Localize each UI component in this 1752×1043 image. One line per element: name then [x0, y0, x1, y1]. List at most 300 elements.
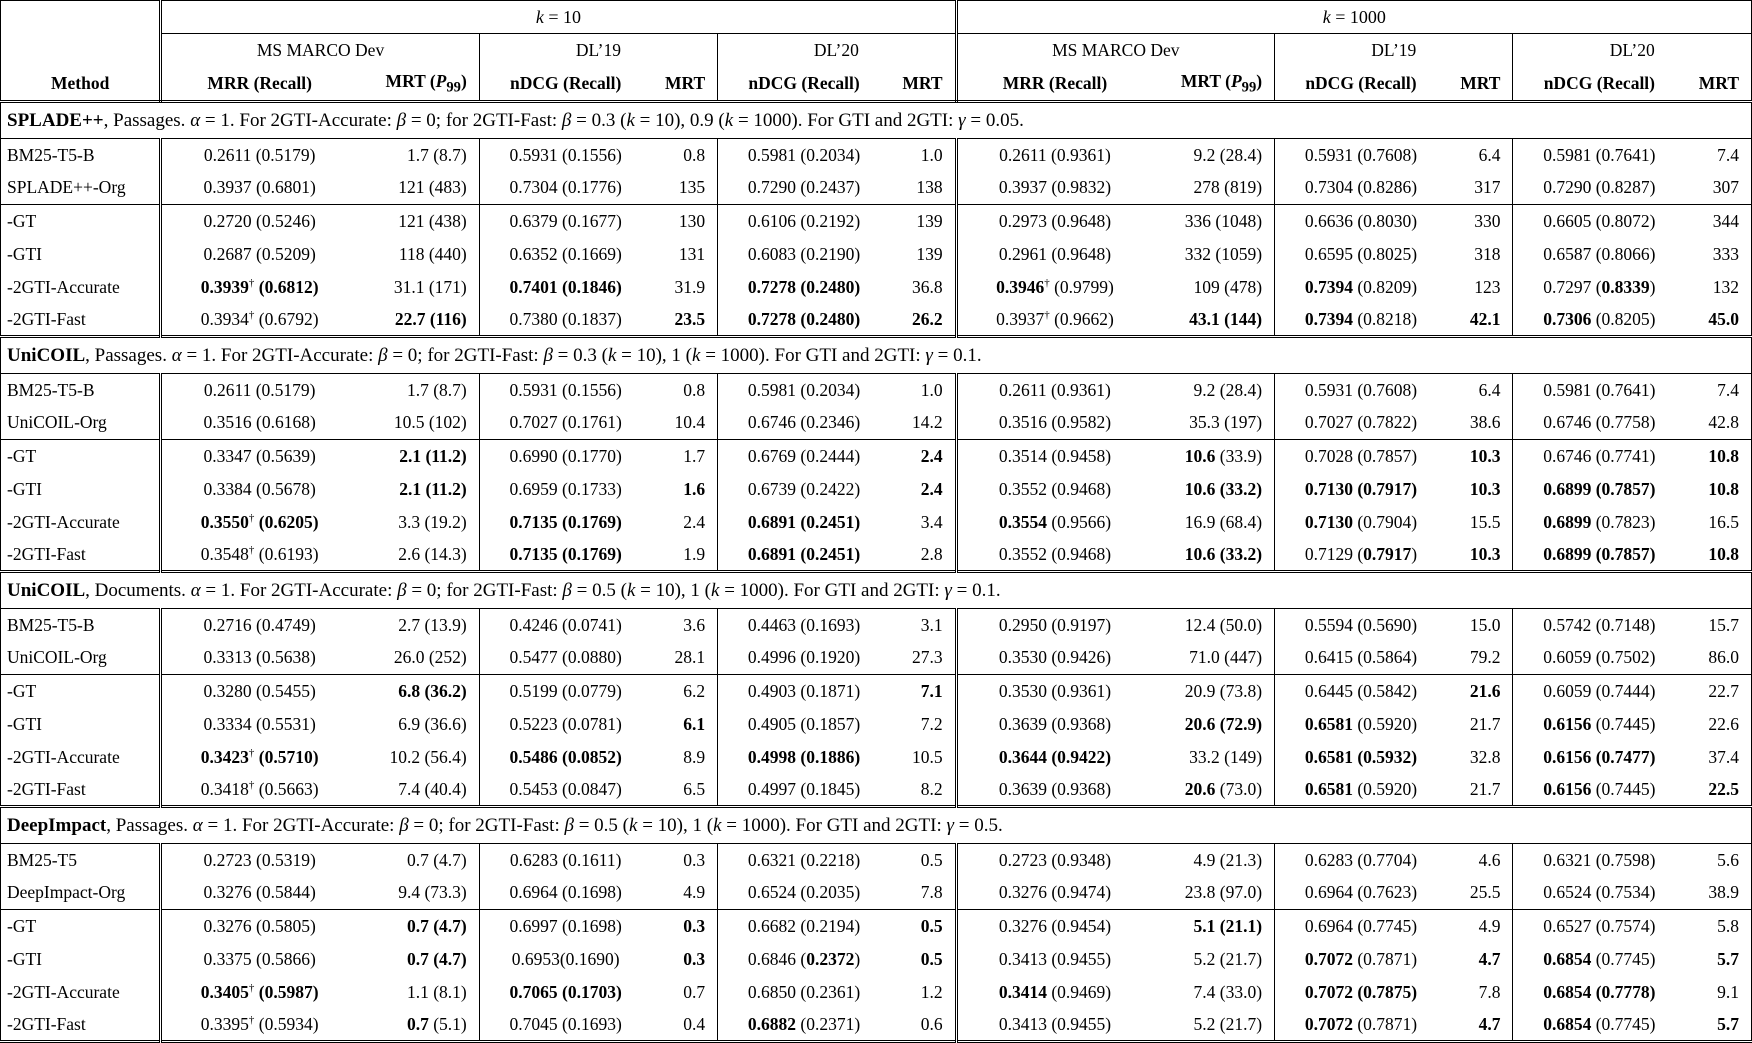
metric-cell: 10.8: [1708, 445, 1739, 466]
metric-cell: 38.6: [1447, 407, 1513, 440]
metric-cell: 37.4: [1708, 746, 1739, 767]
metric-cell: 71.0 (447): [1152, 642, 1274, 675]
metric-cell: 14.2: [890, 407, 956, 440]
metric-cell: 0.7394 (0.8209): [1304, 276, 1418, 297]
metric-cell: 344: [1712, 210, 1739, 231]
metric-cell: 0.2973 (0.9648): [998, 210, 1112, 231]
method-cell: UniCOIL-Org: [1, 407, 161, 440]
table-row: [1, 642, 1752, 675]
metric-cell: 2.6 (14.3): [357, 539, 479, 572]
metric-cell: 0.7401 (0.1846): [509, 276, 622, 297]
metric-cell: 0.3413 (0.9455): [998, 948, 1112, 969]
metric-cell: 0.3516 (0.6168): [161, 407, 357, 440]
metric-cell: 8.9: [652, 741, 718, 774]
metric-cell: 0.2611 (0.5179): [203, 144, 316, 165]
metric-cell: 0.6283 (0.1611): [509, 849, 622, 870]
method-cell: BM25-T5-B: [1, 374, 161, 407]
metric-cell: 0.4: [652, 1009, 718, 1042]
metric-cell: 33.2 (149): [1152, 741, 1274, 774]
metric-cell: 38.9: [1685, 877, 1751, 910]
metric-cell: 10.4: [652, 407, 718, 440]
metric-cell: 0.3939† (0.6812): [200, 276, 319, 297]
column-header: MRT: [890, 67, 956, 102]
metric-cell: 0.7 (4.7): [357, 844, 479, 877]
metric-cell: 23.8 (97.0): [1152, 877, 1274, 910]
metric-cell: 139: [890, 205, 956, 238]
method-cell: -2GTI-Fast: [1, 539, 161, 572]
metric-cell: 0.3: [652, 844, 718, 877]
column-header: nDCG (Recall): [1275, 67, 1447, 102]
metric-cell: 0.7135 (0.1769): [509, 543, 622, 564]
metric-cell: 0.7135 (0.1769): [509, 511, 622, 532]
metric-cell: 0.5: [890, 844, 956, 877]
table-row: [1, 205, 1752, 238]
method-cell: BM25-T5-B: [1, 139, 161, 172]
method-header-blank: [1, 1, 161, 34]
metric-cell: 138: [890, 172, 956, 205]
metric-cell: 0.6964 (0.1698): [479, 877, 651, 910]
metric-cell: 0.7 (4.7): [357, 943, 479, 976]
metric-cell: 2.4: [652, 506, 718, 539]
table-row: [1, 440, 1752, 473]
metric-cell: 0.5981 (0.2034): [747, 379, 861, 400]
metric-cell: 0.7129 (0.7917): [1304, 543, 1418, 564]
metric-cell: 20.6 (72.9): [1152, 708, 1274, 741]
metric-cell: 10.6 (33.2): [1152, 473, 1274, 506]
metric-cell: 0.6156 (0.7445): [1543, 713, 1656, 734]
metric-cell: 15.7: [1708, 614, 1739, 635]
metric-cell: 0.6850 (0.2361): [747, 981, 861, 1002]
metric-cell: 10.3: [1447, 473, 1513, 506]
column-header: MRT $(P_{99})$: [1152, 67, 1274, 102]
metric-cell: 1.1 (8.1): [357, 976, 479, 1009]
metric-cell: 0.3550† (0.6205): [200, 511, 319, 532]
table-header: [1, 1, 1752, 102]
metric-cell: 0.2950 (0.9197): [998, 614, 1112, 635]
metric-cell: 3.4: [890, 506, 956, 539]
metric-cell: 23.5: [652, 304, 718, 337]
metric-cell: 0.5931 (0.1556): [509, 379, 622, 400]
metric-cell: 278 (819): [1152, 172, 1274, 205]
metric-cell: 0.5199 (0.0779): [509, 680, 622, 701]
section-header-row: [1, 572, 1752, 609]
metric-cell: 0.7045 (0.1693): [509, 1013, 622, 1034]
metric-cell: 0.6059 (0.7502): [1513, 642, 1685, 675]
method-cell: BM25-T5-B: [1, 609, 161, 642]
metric-cell: 0.3276 (0.9474): [956, 877, 1152, 910]
metric-cell: 6.8 (36.2): [357, 675, 479, 708]
metric-cell: 9.4 (73.3): [357, 877, 479, 910]
metric-cell: 1.9: [652, 539, 718, 572]
metric-cell: 3.3 (19.2): [357, 506, 479, 539]
metric-cell: 0.3530 (0.9426): [956, 642, 1152, 675]
column-header: MRR (Recall): [956, 67, 1152, 102]
table-row: [1, 304, 1752, 337]
metric-cell: 7.1: [890, 675, 956, 708]
metric-cell: 2.1 (11.2): [357, 473, 479, 506]
metric-cell: 0.7380 (0.1837): [509, 308, 622, 329]
table-row: [1, 844, 1752, 877]
metric-cell: 0.3276 (0.5805): [203, 915, 316, 936]
metric-cell: 109 (478): [1152, 271, 1274, 304]
metric-cell: 132: [1712, 276, 1739, 297]
metric-cell: 6.4: [1447, 139, 1513, 172]
metric-cell: 0.6891 (0.2451): [747, 511, 861, 532]
metric-cell: 0.7072 (0.7871): [1304, 948, 1418, 969]
metric-cell: 22.7: [1708, 680, 1739, 701]
metric-cell: 0.3347 (0.5639): [203, 445, 316, 466]
metric-cell: 0.2723 (0.5319): [203, 849, 316, 870]
metric-cell: 4.9 (21.3): [1152, 844, 1274, 877]
metric-cell: 0.3276 (0.5844): [161, 877, 357, 910]
metric-cell: 0.2611 (0.9361): [999, 379, 1111, 400]
table-row: [1, 741, 1752, 774]
metric-cell: 7.4: [1717, 144, 1739, 165]
metric-cell: 20.6 (73.0): [1152, 774, 1274, 807]
metric-cell: 0.7297 (0.8339): [1543, 276, 1656, 297]
metric-cell: 0.3639 (0.9368): [998, 713, 1112, 734]
table-row: [1, 675, 1752, 708]
metric-cell: 10.8: [1708, 478, 1739, 499]
metric-cell: 0.7130 (0.7904): [1304, 511, 1418, 532]
table-row: [1, 708, 1752, 741]
metric-cell: 0.3418† (0.5663): [200, 778, 319, 799]
metric-cell: 5.2 (21.7): [1152, 943, 1274, 976]
column-header: MRT: [652, 67, 718, 102]
metric-cell: 0.3548† (0.6193): [200, 543, 319, 564]
metric-cell: 0.6854 (0.7778): [1543, 981, 1656, 1002]
method-cell: -2GTI-Fast: [1, 774, 161, 807]
metric-cell: 2.4: [890, 473, 956, 506]
metric-cell: 43.1 (144): [1152, 304, 1274, 337]
metric-cell: 118 (440): [357, 238, 479, 271]
method-cell: -GTI: [1, 708, 161, 741]
metric-cell: 7.4: [1717, 379, 1739, 400]
metric-cell: 20.9 (73.8): [1152, 675, 1274, 708]
metric-cell: 0.5742 (0.7148): [1543, 614, 1656, 635]
metric-cell: 0.7290 (0.2437): [718, 172, 890, 205]
metric-cell: 0.2611 (0.9361): [999, 144, 1111, 165]
metric-cell: 0.6524 (0.2035): [718, 877, 890, 910]
metric-cell: 0.7306 (0.8205): [1543, 308, 1656, 329]
metric-cell: 21.6: [1447, 675, 1513, 708]
metric-cell: 0.8: [652, 139, 718, 172]
method-cell: -GT: [1, 910, 161, 943]
metric-cell: 0.6605 (0.8072): [1543, 210, 1656, 231]
metric-cell: 2.4: [890, 440, 956, 473]
method-cell: -GTI: [1, 943, 161, 976]
metric-cell: 0.3395† (0.5934): [200, 1013, 319, 1034]
table-body: [1, 102, 1752, 1042]
metric-cell: 0.6964 (0.7623): [1275, 877, 1447, 910]
table-row: [1, 976, 1752, 1009]
column-header: MRR (Recall): [161, 67, 357, 102]
column-header: nDCG (Recall): [1513, 67, 1685, 102]
metric-cell: 0.6899 (0.7857): [1543, 478, 1656, 499]
metric-cell: 4.9: [652, 877, 718, 910]
metric-cell: 121 (483): [357, 172, 479, 205]
metric-cell: 0.3280 (0.5455): [203, 680, 316, 701]
metric-cell: 5.6: [1717, 849, 1739, 870]
metric-cell: 135: [652, 172, 718, 205]
metric-cell: 0.6524 (0.7534): [1513, 877, 1685, 910]
metric-cell: 0.4463 (0.1693): [747, 614, 861, 635]
metric-cell: 0.2723 (0.9348): [998, 849, 1112, 870]
method-cell: -2GTI-Accurate: [1, 741, 161, 774]
metric-cell: 307: [1685, 172, 1751, 205]
metric-cell: 16.5: [1708, 511, 1739, 532]
metric-cell: 42.1: [1447, 304, 1513, 337]
metric-cell: 0.6739 (0.2422): [747, 478, 861, 499]
dataset-group-label: DL’19: [479, 34, 717, 67]
metric-cell: 0.5981 (0.7641): [1543, 144, 1656, 165]
metric-cell: 121 (438): [357, 205, 479, 238]
metric-cell: 0.3: [652, 943, 718, 976]
metric-cell: 7.2: [890, 708, 956, 741]
method-cell: -GTI: [1, 473, 161, 506]
metric-cell: 5.8: [1717, 915, 1739, 936]
metric-cell: 131: [652, 238, 718, 271]
metric-cell: 0.6746 (0.7741): [1543, 445, 1656, 466]
metric-cell: 7.8: [890, 877, 956, 910]
metric-cell: 0.6445 (0.5842): [1304, 680, 1418, 701]
table-row: [1, 1009, 1752, 1042]
metric-cell: 0.6953(0.1690): [511, 948, 620, 969]
metric-cell: 0.2961 (0.9648): [998, 243, 1112, 264]
column-header-row: [1, 67, 1752, 102]
metric-cell: 4.6: [1447, 844, 1513, 877]
metric-cell: 5.7: [1717, 948, 1739, 969]
metric-cell: 0.2720 (0.5246): [203, 210, 316, 231]
method-cell: BM25-T5: [1, 844, 161, 877]
method-column-header: Method: [1, 67, 161, 102]
metric-cell: 1.0: [890, 374, 956, 407]
metric-cell: 27.3: [890, 642, 956, 675]
metric-cell: 10.6 (33.2): [1152, 539, 1274, 572]
dataset-group-label: MS MARCO Dev: [956, 34, 1275, 67]
metric-cell: 0.5477 (0.0880): [479, 642, 651, 675]
metric-cell: 0.6746 (0.7758): [1513, 407, 1685, 440]
column-header: nDCG (Recall): [718, 67, 890, 102]
metric-cell: 0.5931 (0.7608): [1304, 144, 1418, 165]
metric-cell: 6.4: [1447, 374, 1513, 407]
metric-cell: 22.5: [1708, 778, 1739, 799]
table-row: [1, 877, 1752, 910]
metric-cell: 0.6106 (0.2192): [747, 210, 861, 231]
metric-cell: 0.6882 (0.2371): [747, 1013, 861, 1034]
metric-cell: 0.3514 (0.9458): [998, 445, 1112, 466]
metric-cell: 2.7 (13.9): [357, 609, 479, 642]
metric-cell: 1.2: [890, 976, 956, 1009]
method-cell: -GT: [1, 440, 161, 473]
metric-cell: 8.2: [890, 774, 956, 807]
metric-cell: 0.3: [652, 910, 718, 943]
metric-cell: 0.7 (4.7): [357, 910, 479, 943]
metric-cell: 0.5931 (0.1556): [509, 144, 622, 165]
metric-cell: 42.8: [1685, 407, 1751, 440]
metric-cell: 0.5: [890, 943, 956, 976]
metric-cell: 0.6682 (0.2194): [747, 915, 861, 936]
metric-cell: 0.6: [890, 1009, 956, 1042]
metric-cell: 15.0: [1447, 609, 1513, 642]
metric-cell: 0.6379 (0.1677): [509, 210, 622, 231]
method-header-blank: [1, 34, 161, 67]
metric-cell: 35.3 (197): [1152, 407, 1274, 440]
metric-cell: 10.5 (102): [357, 407, 479, 440]
metric-cell: 0.6527 (0.7574): [1543, 915, 1656, 936]
metric-cell: 0.7394 (0.8218): [1304, 308, 1418, 329]
table-row: [1, 473, 1752, 506]
metric-cell: 4.9: [1447, 910, 1513, 943]
table-row: [1, 407, 1752, 440]
metric-cell: 5.2 (21.7): [1152, 1009, 1274, 1042]
metric-cell: 31.1 (171): [357, 271, 479, 304]
metric-cell: 0.6746 (0.2346): [718, 407, 890, 440]
metric-cell: 0.2716 (0.4749): [203, 614, 316, 635]
metric-cell: 0.6899 (0.7823): [1543, 511, 1656, 532]
metric-cell: 1.7 (8.7): [357, 374, 479, 407]
metric-cell: 0.3937 (0.9832): [956, 172, 1152, 205]
metric-cell: 0.4996 (0.1920): [718, 642, 890, 675]
metric-cell: 6.9 (36.6): [357, 708, 479, 741]
metric-cell: 45.0: [1708, 308, 1739, 329]
metric-cell: 0.6321 (0.7598): [1543, 849, 1656, 870]
metric-cell: 0.6581 (0.5932): [1304, 746, 1418, 767]
table-row: [1, 910, 1752, 943]
metric-cell: 0.2611 (0.5179): [203, 379, 316, 400]
table-row: [1, 238, 1752, 271]
section-title: SPLADE++, Passages. α = 1. For 2GTI-Accurate: β = 0; for 2GTI-Fast: β = 0.3 (k = 10), 0.9 (k = 1000). For GTI and 2GTI: γ = 0.05.: [1, 102, 1752, 139]
metric-cell: 9.2 (28.4): [1152, 139, 1274, 172]
table-row: [1, 539, 1752, 572]
metric-cell: 6.2: [652, 675, 718, 708]
metric-cell: 1.7: [652, 440, 718, 473]
metric-cell: 7.4 (33.0): [1152, 976, 1274, 1009]
metric-cell: 0.5931 (0.7608): [1304, 379, 1418, 400]
metric-cell: 0.3934† (0.6792): [200, 308, 319, 329]
method-cell: -2GTI-Accurate: [1, 976, 161, 1009]
metric-cell: 317: [1447, 172, 1513, 205]
table-row: [1, 506, 1752, 539]
section-title: UniCOIL, Documents. α = 1. For 2GTI-Accurate: β = 0; for 2GTI-Fast: β = 0.5 (k = 10), 1 (k = 1000). For GTI and 2GTI: γ = 0.1.: [1, 572, 1752, 609]
column-header: nDCG (Recall): [479, 67, 651, 102]
section-header-row: [1, 102, 1752, 139]
metric-cell: 0.7290 (0.8287): [1513, 172, 1685, 205]
metric-cell: 0.6899 (0.7857): [1543, 543, 1656, 564]
metric-cell: 0.6636 (0.8030): [1304, 210, 1418, 231]
table-row: [1, 139, 1752, 172]
metric-cell: 79.2: [1447, 642, 1513, 675]
metric-cell: 1.7 (8.7): [357, 139, 479, 172]
metric-cell: 0.2687 (0.5209): [203, 243, 316, 264]
metric-cell: 0.7130 (0.7917): [1304, 478, 1418, 499]
metric-cell: 0.4246 (0.0741): [509, 614, 622, 635]
metric-cell: 5.1 (21.1): [1152, 910, 1274, 943]
metric-cell: 0.6083 (0.2190): [747, 243, 861, 264]
table-row: [1, 774, 1752, 807]
metric-cell: 0.6959 (0.1733): [509, 478, 622, 499]
metric-cell: 26.2: [890, 304, 956, 337]
metric-cell: 130: [652, 205, 718, 238]
metric-cell: 0.7027 (0.1761): [479, 407, 651, 440]
metric-cell: 0.8: [652, 374, 718, 407]
metric-cell: 0.5981 (0.7641): [1543, 379, 1656, 400]
metric-cell: 330: [1447, 205, 1513, 238]
section-header-row: [1, 807, 1752, 844]
metric-cell: 0.7072 (0.7875): [1304, 981, 1418, 1002]
metric-cell: 2.1 (11.2): [357, 440, 479, 473]
metric-cell: 0.6990 (0.1770): [509, 445, 622, 466]
section-header-row: [1, 337, 1752, 374]
method-cell: SPLADE++-Org: [1, 172, 161, 205]
metric-cell: 0.7027 (0.7822): [1275, 407, 1447, 440]
metric-cell: 332 (1059): [1152, 238, 1274, 271]
col-group-k1000: k = 1000: [956, 1, 1751, 34]
metric-cell: 0.5981 (0.2034): [747, 144, 861, 165]
metric-cell: 0.4998 (0.1886): [747, 746, 861, 767]
column-header: MRT: [1447, 67, 1513, 102]
metric-cell: 0.3552 (0.9468): [998, 478, 1112, 499]
metric-cell: 6.1: [652, 708, 718, 741]
table-row: [1, 609, 1752, 642]
metric-cell: 22.7 (116): [357, 304, 479, 337]
metric-cell: 0.7304 (0.8286): [1275, 172, 1447, 205]
metric-cell: 0.3423† (0.5710): [200, 746, 319, 767]
metric-cell: 0.3334 (0.5531): [203, 713, 316, 734]
metric-cell: 0.6595 (0.8025): [1304, 243, 1418, 264]
dataset-group-label: MS MARCO Dev: [161, 34, 480, 67]
table-row: [1, 374, 1752, 407]
table-row: [1, 271, 1752, 304]
metric-cell: 0.5486 (0.0852): [509, 746, 622, 767]
metric-cell: 1.0: [890, 139, 956, 172]
metric-cell: 0.7278 (0.2480): [747, 276, 861, 297]
metric-cell: 0.6769 (0.2444): [747, 445, 861, 466]
method-cell: -GTI: [1, 238, 161, 271]
metric-cell: 0.3313 (0.5638): [161, 642, 357, 675]
metric-cell: 0.5: [890, 910, 956, 943]
metric-cell: 0.6854 (0.7745): [1543, 1013, 1656, 1034]
metric-cell: 22.6: [1708, 713, 1739, 734]
metric-cell: 0.6415 (0.5864): [1275, 642, 1447, 675]
method-cell: -2GTI-Accurate: [1, 506, 161, 539]
metric-cell: 6.5: [652, 774, 718, 807]
section-title: DeepImpact, Passages. α = 1. For 2GTI-Accurate: β = 0; for 2GTI-Fast: β = 0.5 (k = 10), 1 (k = 1000). For GTI and 2GTI: γ = 0.5.: [1, 807, 1752, 844]
metric-cell: 0.3384 (0.5678): [203, 478, 316, 499]
metric-cell: 0.6059 (0.7444): [1543, 680, 1656, 701]
metric-cell: 9.1: [1717, 981, 1739, 1002]
table-row: [1, 943, 1752, 976]
metric-cell: 0.3413 (0.9455): [998, 1013, 1112, 1034]
method-cell: UniCOIL-Org: [1, 642, 161, 675]
metric-cell: 0.6891 (0.2451): [747, 543, 861, 564]
metric-cell: 123: [1447, 271, 1513, 304]
metric-cell: 4.7: [1447, 943, 1513, 976]
metric-cell: 318: [1447, 238, 1513, 271]
method-cell: -2GTI-Accurate: [1, 271, 161, 304]
metric-cell: 21.7: [1447, 708, 1513, 741]
metric-cell: 0.3639 (0.9368): [998, 778, 1112, 799]
metric-cell: 0.6156 (0.7477): [1543, 746, 1656, 767]
metric-cell: 0.6283 (0.7704): [1304, 849, 1418, 870]
metric-cell: 32.8: [1447, 741, 1513, 774]
metric-cell: 28.1: [652, 642, 718, 675]
metric-cell: 0.3946† (0.9799): [996, 276, 1114, 297]
dataset-group-row: [1, 34, 1752, 67]
metric-cell: 10.8: [1708, 543, 1739, 564]
metric-cell: 10.5: [890, 741, 956, 774]
metric-cell: 0.7028 (0.7857): [1304, 445, 1418, 466]
